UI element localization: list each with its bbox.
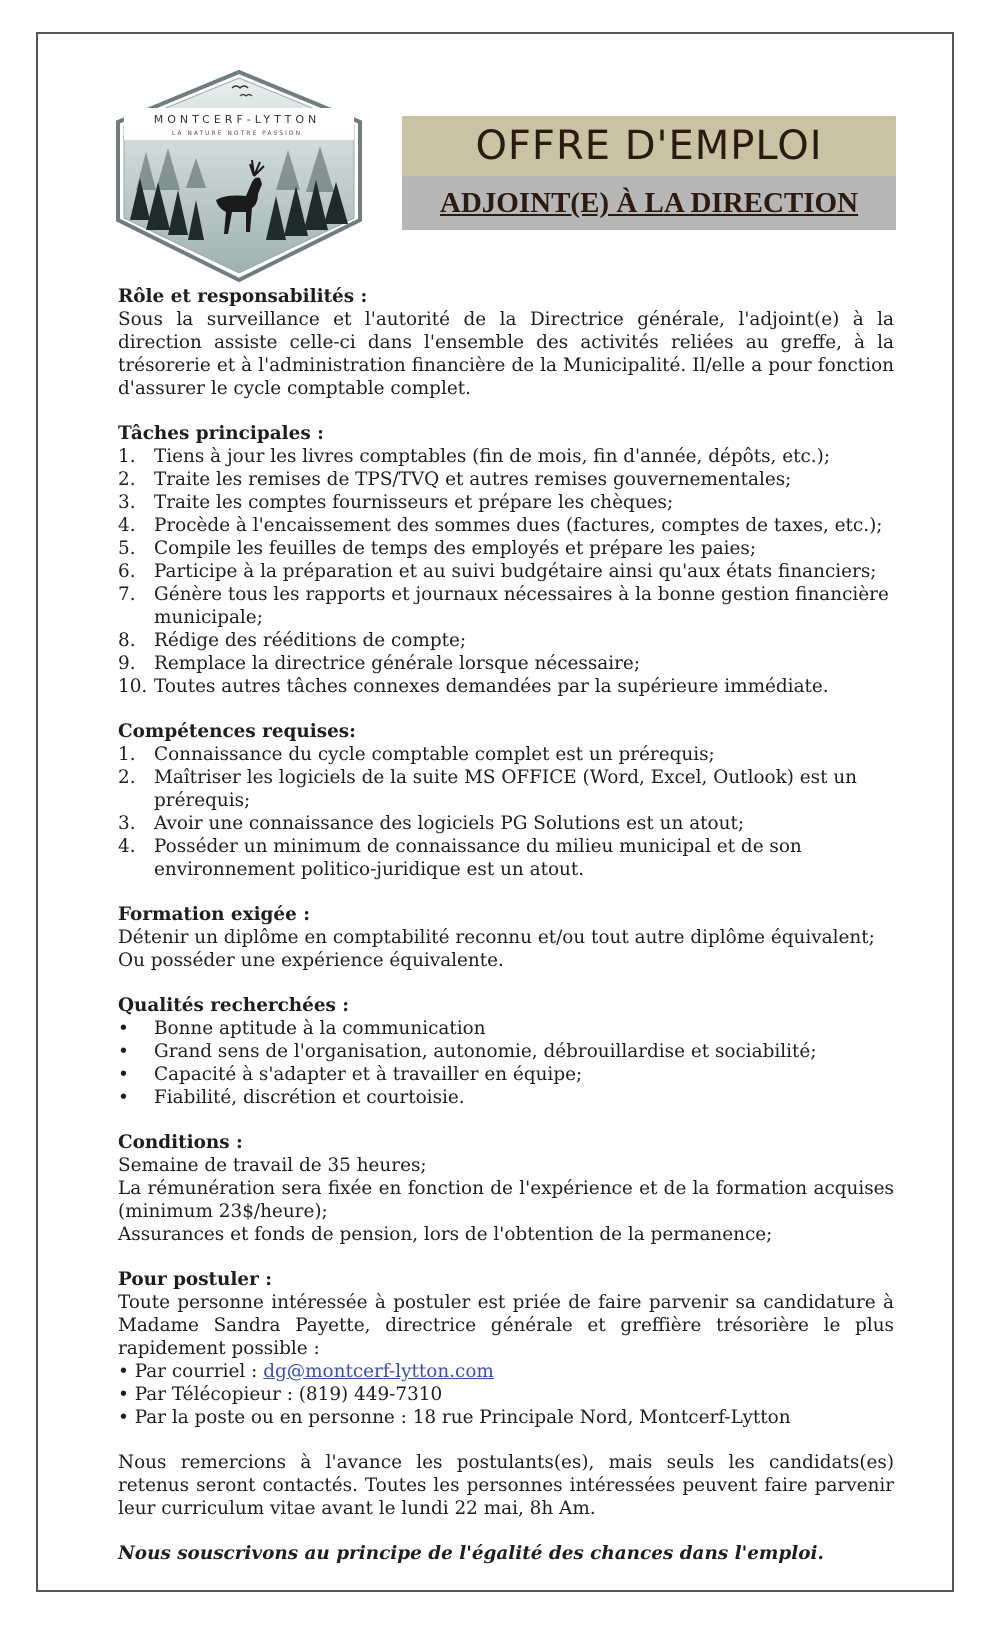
section-apply [118, 1268, 894, 1429]
item-text: Tiens à jour les livres comptables (fin de mois, fin d'année, dépôts, etc.); [154, 446, 831, 467]
list-item [118, 514, 894, 537]
item-number: 9. [118, 653, 136, 674]
title-position: ADJOINT(E) À LA DIRECTION [402, 176, 896, 230]
email-line [118, 1360, 894, 1383]
logo-name: MONTCERF-LYTTON [153, 113, 321, 126]
item-text: Avoir une connaissance des logiciels PG Solutions est un atout; [154, 813, 745, 834]
apply-contacts [118, 1360, 894, 1429]
list-item [118, 491, 894, 514]
bullet-icon: • [118, 1087, 129, 1108]
item-text: Traite les remises de TPS/TVQ et autres remises gouvernementales; [154, 469, 792, 490]
item-number: 4. [118, 836, 136, 857]
list-item [118, 1040, 894, 1063]
item-number: 2. [118, 469, 136, 490]
list-item [118, 1017, 894, 1040]
item-text: Grand sens de l'organisation, autonomie, débrouillardise et sociabilité; [154, 1041, 817, 1062]
list-item [118, 537, 894, 560]
item-text: Posséder un minimum de connaissance du milieu municipal et de son environnement politico-juridique est un atout. [154, 836, 802, 880]
education-line: Détenir un diplôme en comptabilité reconnu et/ou tout autre diplôme équivalent; [118, 927, 875, 948]
item-number: 2. [118, 767, 136, 788]
bullet-icon: • [118, 1018, 129, 1039]
item-text: Procède à l'encaissement des sommes dues (factures, comptes de taxes, etc.); [154, 515, 883, 536]
item-number: 1. [118, 744, 136, 765]
conditions-heading: Conditions : [118, 1132, 243, 1153]
equal-opportunity-statement: Nous souscrivons au principe de l'égalité des chances dans l'emploi. [118, 1543, 824, 1564]
conditions-line: La rémunération sera fixée en fonction de l'expérience et de la formation acquises (minimum 23$/heure); [118, 1178, 894, 1222]
conditions-line: Assurances et fonds de pension, lors de l'obtention de la permanence; [118, 1224, 773, 1245]
skills-heading: Compétences requises: [118, 721, 356, 742]
list-item [118, 468, 894, 491]
role-heading: Rôle et responsabilités : [118, 286, 368, 307]
list-item [118, 743, 894, 766]
item-text: Maîtriser les logiciels de la suite MS OFFICE (Word, Excel, Outlook) est un prérequis; [154, 767, 858, 811]
title-banner [402, 116, 896, 230]
education-heading: Formation exigée : [118, 904, 311, 925]
item-text: Traite les comptes fournisseurs et prépare les chèques; [154, 492, 674, 513]
job-content [118, 285, 894, 1583]
qualities-list [118, 1017, 894, 1109]
list-item [118, 652, 894, 675]
logo-tagline: LA NATURE NOTRE PASSION [171, 130, 303, 137]
bullet-icon: • [118, 1064, 129, 1085]
list-item [118, 1063, 894, 1086]
list-item [118, 583, 894, 629]
list-item [118, 1086, 894, 1109]
item-text: Génère tous les rapports et journaux nécessaires à la bonne gestion financière municipale; [154, 584, 889, 628]
list-item [118, 675, 894, 698]
section-closing [118, 1451, 894, 1520]
email-label: • Par courriel : [118, 1361, 264, 1382]
conditions-line: Semaine de travail de 35 heures; [118, 1155, 427, 1176]
section-education [118, 903, 894, 972]
mail-line: • Par la poste ou en personne : 18 rue Principale Nord, Montcerf-Lytton [118, 1407, 791, 1428]
item-text: Fiabilité, discrétion et courtoisie. [154, 1087, 465, 1108]
item-number: 8. [118, 630, 136, 651]
item-number: 10. [118, 676, 148, 697]
item-text: Toutes autres tâches connexes demandées par la supérieure immédiate. [154, 676, 829, 697]
section-conditions [118, 1131, 894, 1246]
item-number: 3. [118, 813, 136, 834]
education-line: Ou posséder une expérience équivalente. [118, 950, 504, 971]
role-text: Sous la surveillance et l'autorité de la Directrice générale, l'adjoint(e) à la direction assiste celle-ci dans l'ensemble des activités reliées au greffe, à la trésorerie et à l'administration financière de la Municipalité. Il/elle a pour fonction d'assurer le cycle comptable complet. [118, 309, 894, 399]
education-text [118, 926, 894, 972]
qualities-heading: Qualités recherchées : [118, 995, 350, 1016]
list-item [118, 835, 894, 881]
fax-line: • Par Télécopieur : (819) 449-7310 [118, 1384, 443, 1405]
item-number: 1. [118, 446, 136, 467]
item-number: 3. [118, 492, 136, 513]
bullet-icon: • [118, 1041, 129, 1062]
apply-heading: Pour postuler : [118, 1269, 272, 1290]
list-item [118, 560, 894, 583]
list-item [118, 766, 894, 812]
item-text: Compile les feuilles de temps des employés et prépare les paies; [154, 538, 757, 559]
item-text: Bonne aptitude à la communication [154, 1018, 486, 1039]
item-number: 4. [118, 515, 136, 536]
item-text: Connaissance du cycle comptable complet est un prérequis; [154, 744, 715, 765]
list-item [118, 445, 894, 468]
skills-list [118, 743, 894, 881]
closing-text: Nous remercions à l'avance les postulants(es), mais seuls les candidats(es) retenus seront contactés. Toutes les personnes intéressées peuvent faire parvenir leur curriculum vitae avant le lundi 22 mai, 8h Am. [118, 1452, 894, 1519]
tasks-heading: Tâches principales : [118, 423, 324, 444]
list-item [118, 812, 894, 835]
section-tasks [118, 422, 894, 698]
item-number: 7. [118, 584, 136, 605]
email-link[interactable]: dg@montcerf-lytton.com [263, 1361, 494, 1382]
tasks-list [118, 445, 894, 698]
item-number: 5. [118, 538, 136, 559]
section-skills [118, 720, 894, 881]
item-text: Participe à la préparation et au suivi budgétaire ainsi qu'aux états financiers; [154, 561, 877, 582]
list-item [118, 629, 894, 652]
item-text: Remplace la directrice générale lorsque nécessaire; [154, 653, 641, 674]
title-offre-emploi: OFFRE D'EMPLOI [402, 116, 896, 176]
apply-intro: Toute personne intéressée à postuler est priée de faire parvenir sa candidature à Madame Sandra Payette, directrice générale et greffière trésorière le plus rapidement possible : [118, 1292, 894, 1359]
item-text: Rédige des rééditions de compte; [154, 630, 467, 651]
item-number: 6. [118, 561, 136, 582]
section-qualities [118, 994, 894, 1109]
montcerf-lytton-logo [116, 70, 362, 282]
conditions-text [118, 1154, 894, 1246]
item-text: Capacité à s'adapter et à travailler en équipe; [154, 1064, 583, 1085]
section-role [118, 285, 894, 400]
